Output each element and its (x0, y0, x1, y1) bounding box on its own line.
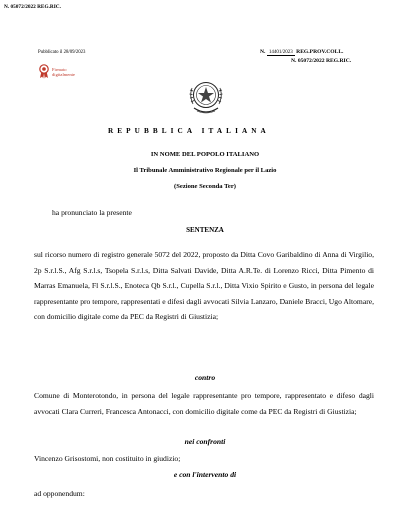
ad-opponendum-line: ad opponendum: (34, 489, 85, 498)
in-nome-heading: IN NOME DEL POPOLO ITALIANO (150, 151, 260, 158)
reg-ric-line: N. 05072/2022 REG.RIC. (291, 58, 352, 64)
ricorso-paragraph: sul ricorso numero di registro generale 5072 del 2022, proposto da Ditta Covo Garibaldino di Anna di Virgilio, 2p S.r.l.S., Afg S.r.l.s, Tsopela S.r.l.s, Ditta Salvati Davide, Ditta A.R.Te. di Lorenzo Ricci, Ditta Pimento di Marras Emanuela, Fl S.r.l.S., Enoteca Qb S.r.l., Cupella S.r.l., Ditta Vixio Spirito e Gusto, in persona del legale rappresentante pro tempore, rappresentati e difesi dagli avvocati Silvia Lanzaro, Daniele Bracci, Ugo Altomare, con domicilio digitale come da PEC da Registri di Giustizia; (34, 250, 374, 322)
intervento-heading: e con l'intervento di (173, 470, 237, 479)
reg-prov-line: N. 14401/2023 REG.PROV.COLL. (260, 49, 344, 55)
nei-confronti-heading: nei confronti (184, 437, 226, 446)
comune-paragraph: Comune di Monterotondo, in persona del legale rappresentante pro tempore, rappresentato e difeso dagli avvocati Clara Curreri, Francesca Antonacci, con domicilio digitale come da PEC da Registri di Giustizia; (34, 391, 374, 416)
digital-signature-mark (38, 64, 50, 84)
registry-block (260, 48, 351, 66)
pronunciato-line: ha pronunciato la presente (52, 208, 132, 217)
repubblica-italiana-heading: REPUBBLICA ITALIANA (108, 127, 270, 135)
italian-republic-emblem-icon (186, 76, 226, 123)
sentenza-heading: SENTENZA (186, 226, 224, 234)
document-header-reg-ric: N. 05072/2022 REG.RIC. (4, 4, 61, 10)
vincenzo-line: Vincenzo Grisostomi, non costituito in giudizio; (34, 454, 181, 463)
publication-date: Pubblicato il 28/09/2023 (38, 50, 86, 55)
signature-label: Firmato digitalmente (52, 67, 75, 78)
contro-heading: contro (194, 373, 216, 382)
sezione-heading: (Sezione Seconda Ter) (174, 183, 236, 190)
reg-prov-number: 14401/2023 (268, 50, 293, 55)
signature-ribbon-icon (38, 64, 50, 79)
tribunale-heading: Il Tribunale Amministrativo Regionale per il Lazio (133, 167, 277, 174)
